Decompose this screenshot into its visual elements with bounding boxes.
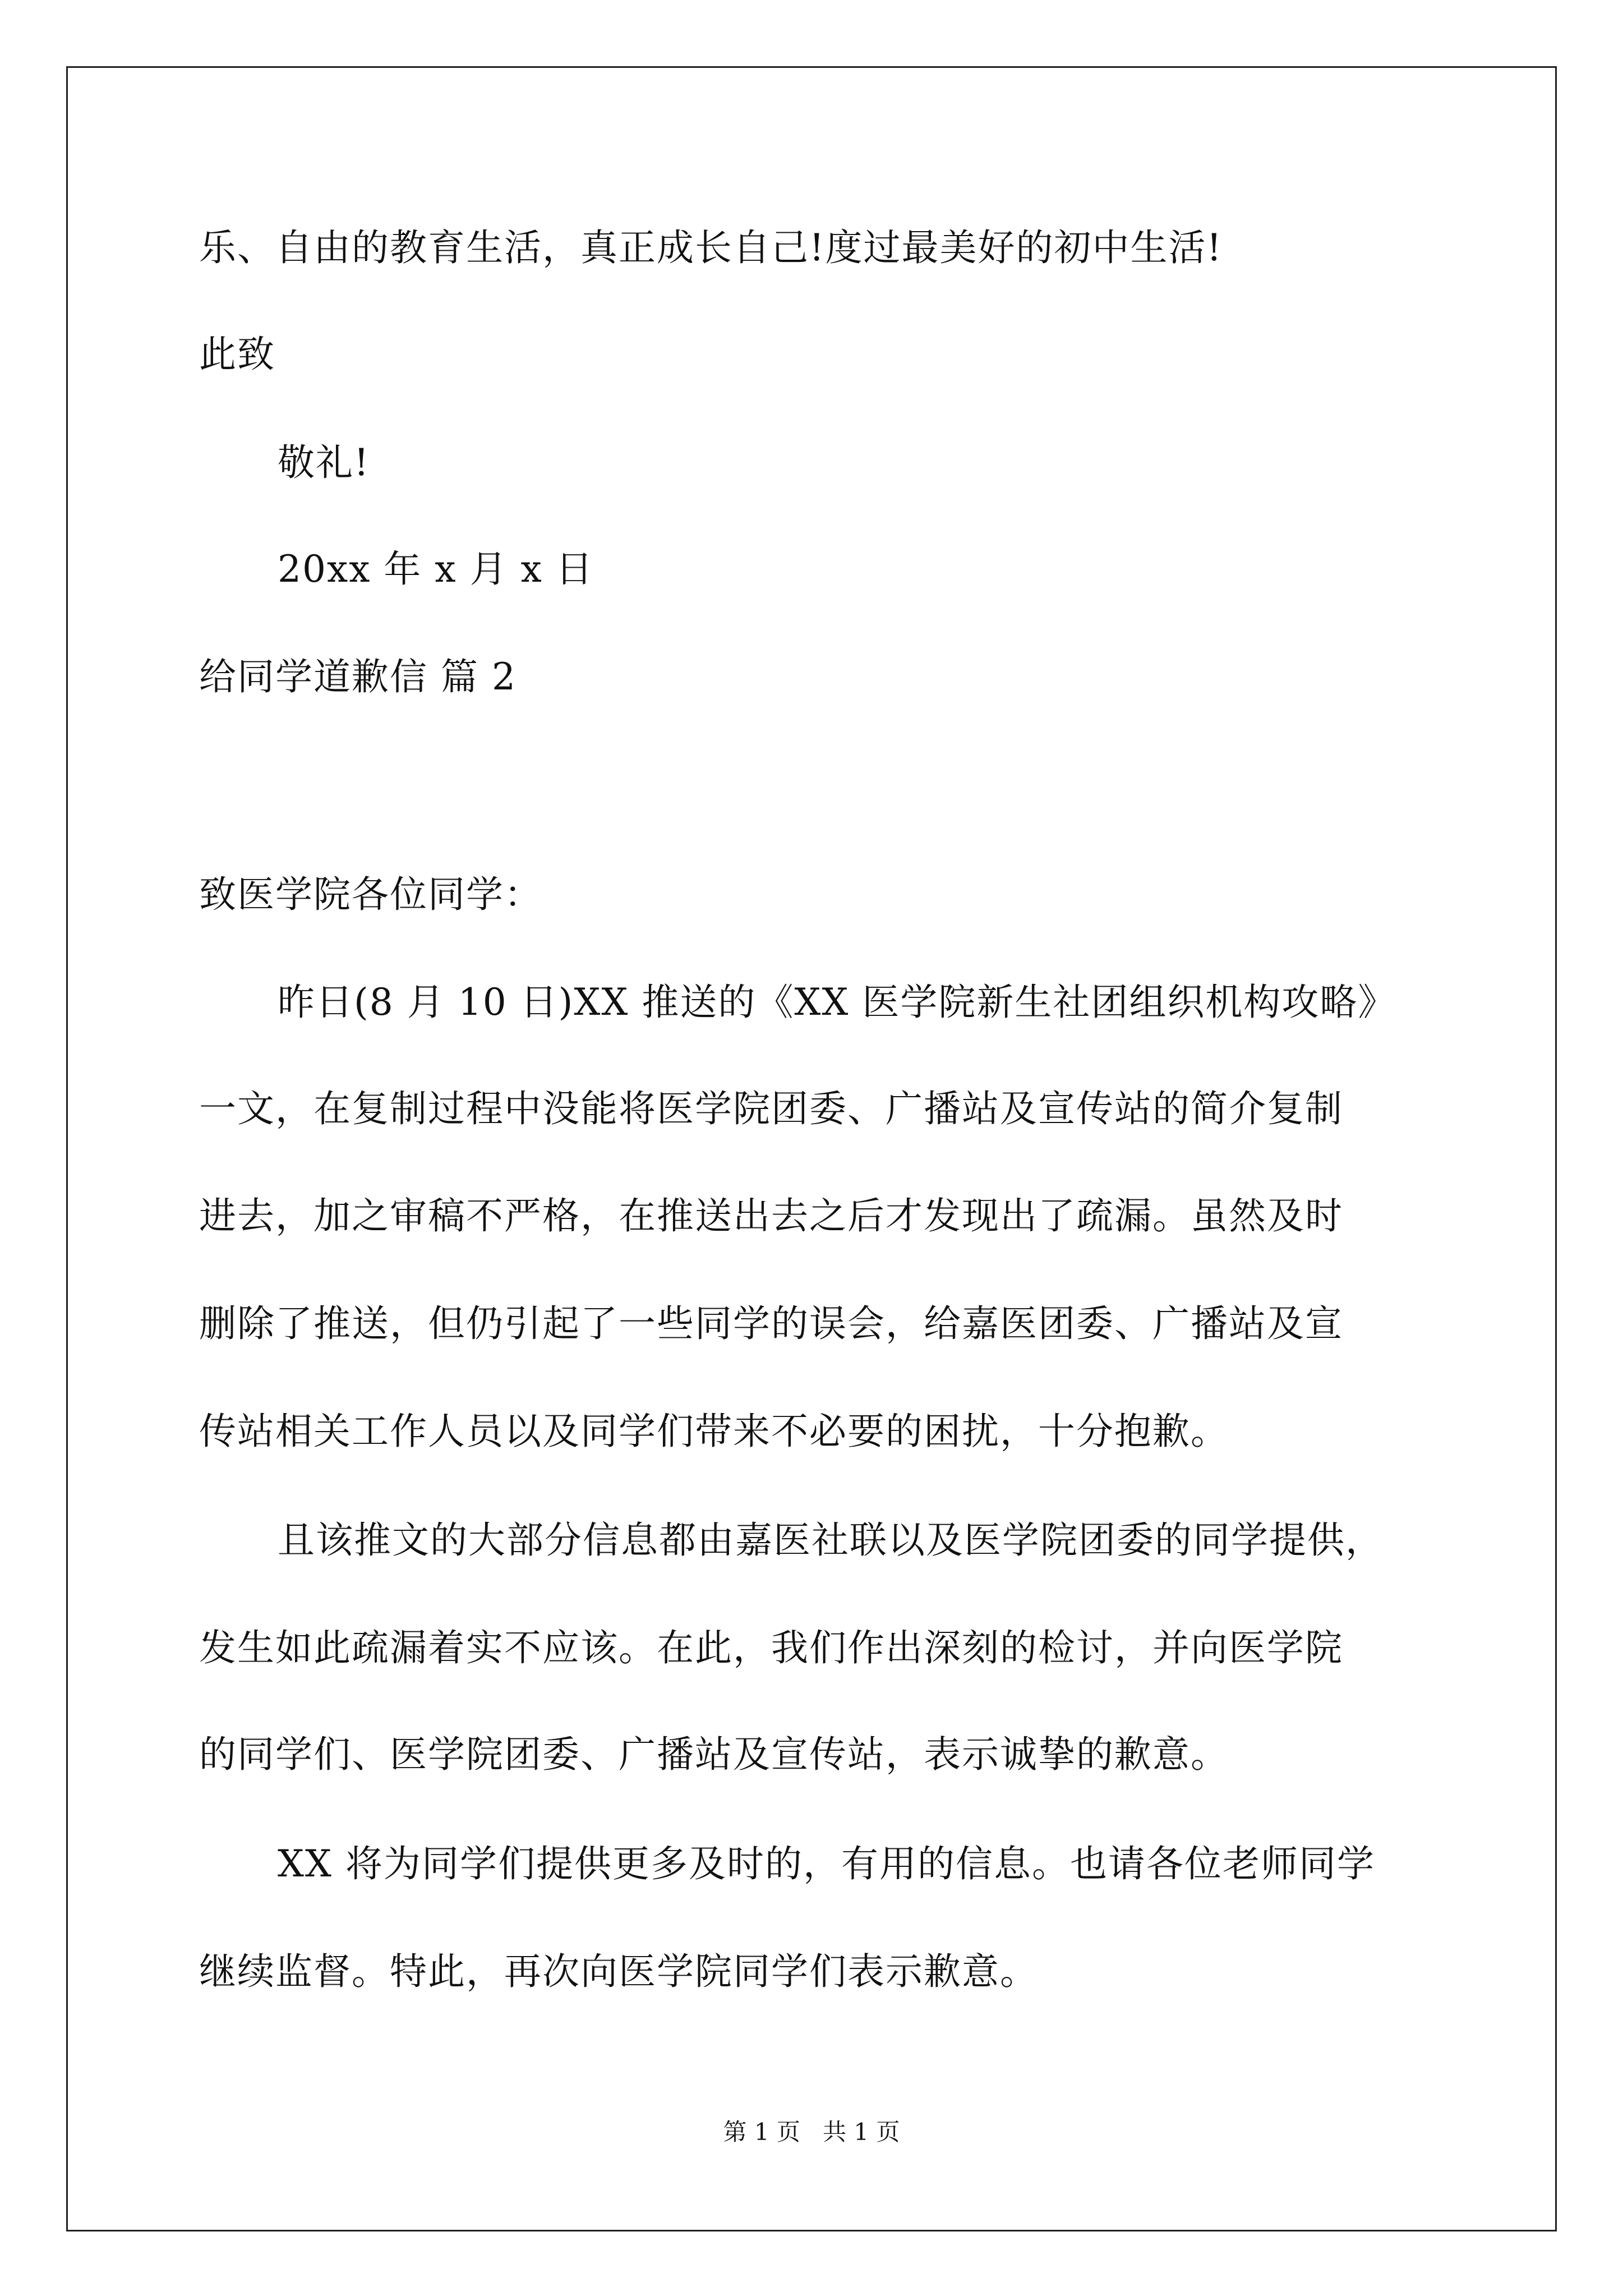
page-number-footer: 第 1 页 共 1 页 <box>723 2118 900 2146</box>
paragraph-1-line-5: 传站相关工作人员以及同学们带来不必要的困扰，十分抱歉。 <box>199 1410 1229 1453</box>
paragraph-1-line-1: 昨日(8 月 10 日)XX 推送的《XX 医学院新生社团组织机构攻略》 <box>278 981 1396 1024</box>
closing-regards: 敬礼! <box>278 441 370 484</box>
page-border <box>66 66 1557 2231</box>
paragraph-2-line-3: 的同学们、医学院团委、广播站及宣传站，表示诚挚的歉意。 <box>199 1733 1229 1776</box>
paragraph-2-line-2: 发生如此疏漏着实不应该。在此，我们作出深刻的检讨，并向医学院 <box>199 1626 1343 1669</box>
letter-greeting: 致医学院各位同学： <box>199 873 542 916</box>
section-heading: 给同学道歉信 篇 2 <box>199 655 517 698</box>
paragraph-1-line-2: 一文，在复制过程中没能将医学院团委、广播站及宣传站的简介复制 <box>199 1087 1343 1130</box>
paragraph-3-line-2: 继续监督。特此，再次向医学院同学们表示歉意。 <box>199 1950 1038 1993</box>
paragraph-2-line-1: 且该推文的大部分信息都由嘉医社联以及医学院团委的同学提供， <box>278 1519 1384 1562</box>
text-line-continuation: 乐、自由的教育生活，真正成长自己!度过最美好的初中生活! <box>199 226 1223 269</box>
paragraph-1-line-3: 进去，加之审稿不严格，在推送出去之后才发现出了疏漏。虽然及时 <box>199 1194 1343 1237</box>
letter-date: 20xx 年 x 月 x 日 <box>278 547 594 591</box>
paragraph-3-line-1: XX 将为同学们提供更多及时的，有用的信息。也请各位老师同学 <box>278 1842 1375 1885</box>
closing-salutation: 此致 <box>199 333 275 376</box>
paragraph-1-line-4: 删除了推送，但仍引起了一些同学的误会，给嘉医团委、广播站及宣 <box>199 1302 1343 1345</box>
